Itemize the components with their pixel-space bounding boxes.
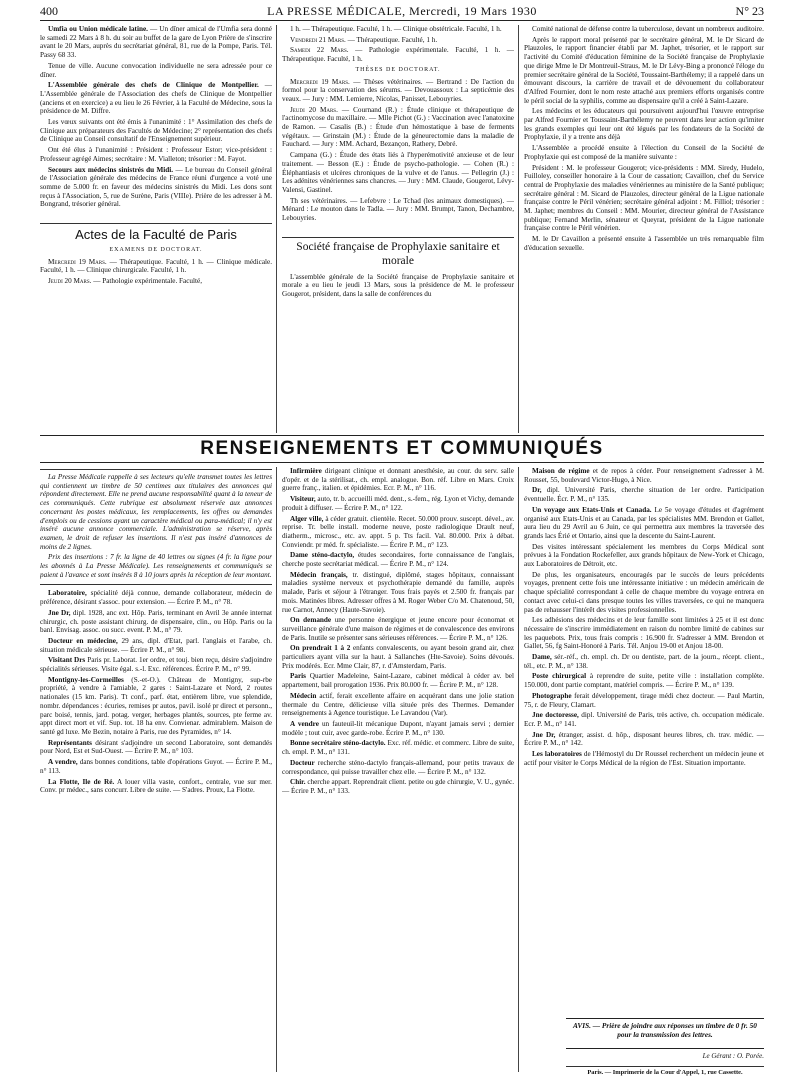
item-lead: A vendre, [48, 758, 78, 767]
classified-ad [282, 551, 514, 568]
section-rule [282, 237, 514, 238]
faculte-title: Actes de la Faculté de Paris [75, 227, 237, 243]
item-lead: Umfia ou Union médicale latine. [48, 25, 148, 33]
notice-text: La Presse Médicale rappelle à ses lecteurs qu'elle transmet toutes les lettres qui contiennent un timbre de 50 centimes aux titulaires des annonces qui répondent directement. Elle ne prend aucune responsabilité quant à la teneur de ces communiqués. Cette rubrique est absolument réservée aux annonces concernant les postes médicaux, les remplacements, les offres ou demandes d'emplois ou de cessions ayant un caractère médical ou para-médical; il n'y est inséré aucune annonce commerciale. L'administration se réserve, après examen, le droit de refuser les insertions. Il n'est pas inséré d'annonces de moins de 2 lignes. [40, 473, 272, 551]
item-lead: Jne doctoresse, [532, 711, 579, 720]
header-rule [40, 20, 764, 21]
bottom-column-3 [524, 467, 764, 1015]
classified-ad [282, 515, 514, 550]
renseignements-banner: RENSEIGNEMENTS ET COMMUNIQUÉS [200, 438, 604, 459]
classified-ad [40, 589, 272, 606]
top-column-1 [40, 25, 272, 435]
classified-ad [282, 778, 514, 795]
theses-list [282, 78, 514, 223]
item-text: Quartier Madeleine, Saint-Lazare, cabinet médical à céder av. bel appartement, bail prorogation 1936. Prix 80.000 fr. — Écrire P. M., n° 128. [282, 672, 514, 690]
column-divider [276, 467, 277, 1072]
item-text: — Thérapeutique. Faculté, 1 h. [345, 35, 438, 44]
item-lead: Jne Dr, [48, 608, 71, 617]
item-text: — Cournand (R.) : Étude clinique et thérapeutique de l'actinomycose du maxillaire. — Mlle Pichot (G.) : Vaccination avec l'anatoxine de Ramon. — Casalis (B.) : Étude d'un hémostatique à base de ferments végétaux. — Grinstain (M.) : Étude de la géneurectomie dans la maladie de Fauchard. — Jury : MM. Achard, Bezançon, Rathery, Debré. [282, 105, 514, 149]
item-text: dipl. 1928, anc ext. Hôp. Paris, terminant en Avril 3e année internat chirurgic, ch. poste assistant chirurg. de dispensaire, clin., ou Hôp. Paris ou la banl. Envisag. assoc. ou succ. event. P. M., n° 79. [40, 608, 272, 635]
classified-ad [40, 739, 272, 756]
printer-line: Paris. — Imprimerie de la Cour d'Appel, 1, rue Cassette. [566, 1066, 764, 1076]
item-text: 29 ans, dipl. d'Etat, parl. l'anglais et l'arabe, ch. situation médicale sérieuse. — Écrire P. M., n° 98. [40, 636, 272, 654]
item-text: dipl. Université de Paris, très active, ch. occupation médicale. Ecr. P. M., n° 141. [524, 711, 764, 728]
column-divider [518, 25, 519, 433]
classified-ad [40, 676, 272, 737]
item-lead: Dame sténo-dactylo, [290, 551, 355, 560]
classified-ad [40, 609, 272, 635]
date-label: Jeudi 20 Mars. [48, 277, 92, 286]
banner-rule-top [40, 435, 764, 436]
item-text: — Thèses vétérinaires. — Bertrand : De l'action du formol pour la conservation des sérums. — Devouassoux : La septicémie des veaux. — Jury : MM. Lemierre, Nicolas, Panisset, Lebouyries. [282, 77, 514, 103]
item-lead: Un voyage aux Etats-Unis et Canada. [532, 505, 652, 514]
item-text: Les vœux suivants ont été émis à l'unanimité : 1° Assimilation des chefs de Clinique aux préparateurs des Facultés de Médecine; 2° représentation des chefs de Clinique au Conseil consultatif de l'Enseignement supérieur. [40, 118, 272, 144]
report-paragraph: Après le rapport moral présenté par le secrétaire général, M. le Dr Sicard de Plauzoles, le rapport financier établi par M. Japhet, trésorier, et le rapport sur l'activité du Comité d'éducation féminine de la Société française de Prophylaxie que dirige Mme le Dr Montreuil-Straus, M. le Dr Lévy-Bing a prononcé l'éloge du premier secrétaire général de la Société, Toussaint-Barthélemy; il a rappelé dans un émouvant discours, la carrière de travail et de dévouement du collaborateur d'Alfred Fournier, dont le nom reste attaché aux premiers efforts organisés contre le péril social de la syphilis, comme au dispensaire qu'il a créé à Saint-Lazare. [524, 35, 764, 105]
item-text: dipl. Université Paris, cherche situation de 1er ordre. Participation éventuelle. Écr. P. M., n° 135. [524, 486, 764, 504]
news-item [40, 81, 272, 116]
item-text: — Pathologie expérimentale. Faculté, [91, 277, 203, 286]
item-lead: Docteur [290, 758, 315, 767]
classified-ad [524, 672, 764, 689]
item-text: de l'Hémostyl du Dr Roussel recherchent un médecin jeune et actif pour visiter le Corps Médical de la région de l'Est. Situation importante. [524, 750, 764, 767]
item-lead: Représentants [48, 738, 92, 747]
date-label: Mercredi 19 Mars. [48, 257, 107, 266]
societe-paragraph: L'assemblée générale de la Société française de Prophylaxie sanitaire et morale a eu lieu le jeudi 13 Mars, sous la présidence de M. le professeur Gougerot, président, dans la salle de conférences du [282, 272, 514, 299]
item-text: Campana (G.) : Étude des états liés à l'hyperémotivité anxieuse et de leur traitement. — Besson (E.) : Étude de psycho-pathologie. — Cohen (R.) : Éléphantiasis et ulcères chroniques de la vulve et de l'anus. — Pellegrin (J.) : Les adénites vénériennes sans chancres. — Jury : MM. Claude, Gougerot, Lévy-Valensi, Gastinel. [282, 151, 514, 194]
page-header [40, 3, 764, 19]
these-entry [282, 151, 514, 195]
news-item [40, 166, 272, 210]
classified-ad [282, 759, 514, 776]
item-text: Exc. réf. médic. et commerc. Libre de suite, ch. empl. P. M., n° 131. [282, 739, 514, 757]
classified-ad [282, 616, 514, 642]
item-lead: On demande [290, 616, 332, 625]
item-text: Les adhésions des médecins et de leur famille sont limitées à 25 et il est donc nécessaire de s'inscrire immédiatement en raison du nombre limité de cabines sur les paquebots. Prix, tous frais compris : 16.900 fr. S'adresser à MM. Brendon et Gallet, 56, fg Saint-Honoré à Paris. Tél. Anjou 19-00 et Anjou 18-00. [524, 616, 764, 651]
item-text: 1 h. — Thérapeutique. Faculté, 1 h. — Clinique obstétricale. Faculté, 1 h. [290, 25, 502, 33]
classified-ad [524, 692, 764, 709]
item-lead: L'Assemblée générale des chefs de Clinique de Montpellier. [48, 81, 259, 90]
item-lead: Visitant Drs [48, 656, 86, 665]
exam-entry [282, 46, 514, 63]
classified-ad [40, 758, 272, 775]
classified-ad [282, 739, 514, 756]
item-lead: Médecin français, [290, 570, 348, 579]
item-lead: Infirmière [290, 467, 322, 475]
item-text: cherche appart. Reprendrait client. petite ou gde chirurgie, V. U., gynéc. — Écrire P. M., n° 133. [282, 778, 514, 795]
page-number: 400 [40, 4, 58, 18]
item-text: Le 5e voyage d'études et d'agrément organisé aux Etats-Unis et au Canada, par les spécialistes MM. Brendon et Gallet, aura lieu du 29 Avril au 6 Juin, ce qui permettra aux membres la traversée des grands lacs Érié et Ontario, ainsi que la descente du Saint-Laurent. [524, 505, 764, 540]
item-text: (S.-et-O.). Château de Montigny, sup-rbe propriété, à vendre à l'amiable, 2 gares : Saint-Lazare et Nord, 2 routes nationales (15 km. Paris). Tt conf., parf. état, entièrem libre, vue splendide, nombr. dépendances : écuries, remises pr autos, pavil. isolé pr direct et personn., parc boisé, tennis, jard. potag. verger, herbages plantés, sources, pte ferme av. appt direct mort et vif. Sup. tot. 18 ha env. Convienar. admirablem. Maison de santé gd luxe. Me Bezin, notaire à Paris, rue des Pyramides, n° 14. [40, 675, 272, 736]
item-text: Ont été élus à l'unanimité : Président : Professeur Estor; vice-président : Professeur agrégé Aimes; secrétaire : M. Vialleton; trésorier : M. Fayot. [40, 146, 272, 163]
societe-title: Société française de Prophylaxie sanitaire et morale [296, 240, 500, 267]
classified-ad [524, 506, 764, 541]
classified-ad [282, 571, 514, 615]
item-text: études secondaires, forte connaissance de l'anglais, cherche poste secrétariat médical. — Écrire P. M., n° 124. [282, 551, 514, 569]
top-column-2 [282, 25, 514, 435]
news-item [40, 118, 272, 144]
item-text: dans bonnes conditions, table d'opérations Guyot. — Écrire P. M., n° 113. [40, 758, 272, 775]
item-lead: Dr, [532, 486, 542, 495]
item-text: — L'Assemblée générale de l'Association des chefs de Clinique de Montpellier (anciens et en exercice) a eu lieu le 26 Février, à la Faculté de Médecine, sous la présidence de M. Diffre. [40, 81, 272, 116]
item-text: Th ses vétérinaires. — Lefebvre : Le Tchad (les animaux domestiques). — Ménard : Le mouton dans le Tadla. — Jury : MM. Brumpt, Tanon, Dechambre, Lebouyries. [282, 196, 514, 223]
exam-schedule [40, 258, 272, 286]
item-text: — Pathologie expérimentale. Faculté, 1 h. — Thérapeutique. Faculté, 1 h. [282, 46, 514, 64]
classified-ad [524, 571, 764, 615]
item-lead: Médecin [290, 691, 317, 700]
item-lead: Photographe [532, 691, 572, 700]
classified-ads [282, 467, 514, 796]
item-text: Des visites intéressant spécialement les membres du Corps Médical sont prévues à la Fondation Rockefeller, aux grands hôpitaux de New-York et Chicago, aux Laboratoires de Détroit, etc. [524, 542, 764, 569]
item-text: De plus, les organisateurs, encouragés par le succès de leurs précédents voyages, prennent cette fois une intéressante initiative : un médecin américain de chaque spécialité correspondant à celle de chaque membre du voyage entrera en contact avec celui-ci dans presque toutes les villes traversées, ce qui ne manquera pas de rehausser l'intérêt des visites professionnelles. [524, 570, 764, 614]
classified-ad [524, 711, 764, 728]
exam-entry [40, 277, 272, 286]
section-rule [40, 223, 272, 224]
item-text: un fauteuil-lit mécanique Dupont, n'ayant jamais servi ; dernier modèle ; tout cuir, avec garde-robe. Écrire P. M., n° 130. [282, 719, 514, 737]
banner-rule-bottom [40, 462, 764, 463]
notice-prices: Prix des insertions : 7 fr. la ligne de 40 lettres ou signes (4 fr. la ligne pour les abonnés à La Presse Médicale). Les renseignements et communiqués se paient à l'avance et sont insérés 8 à 10 jours après la réception de leur montant. [40, 553, 272, 579]
item-text: Paris pr. Laborat. 1er ordre, et touj. bien reçu, désire s'adjoindre spécialités sérieuses. Visite égal. s.-l. Exc. références. Écrire P. M., n° 99. [40, 656, 272, 674]
item-lead: La Flotte, Ile de Ré. [48, 777, 115, 786]
classified-ad [282, 495, 514, 512]
item-lead: Poste chirurgical [532, 672, 587, 681]
avis-rule [566, 1018, 764, 1019]
date-label: Vendredi 21 Mars. [290, 35, 346, 44]
item-text: recherche sténo-dactylo français-allemand, pour petits travaux de correspondance, qui puisse travailler chez elle. — Écrire P. M., n° 132. [282, 758, 514, 776]
item-text: désirant s'adjoindre un second Laboratoire, sont demandés pour Nord, Est et Sud-Ouest. — Écrire P. M., n° 103. [40, 738, 272, 756]
item-text: une personne énergique et jeune encore pour économat et surveillance générale d'une maison de régimes et de convalescence des environs de Paris. Inutile se présenter sans sérieuses références. — Écrire P. M., n° 126. [282, 616, 514, 642]
item-text: spécialité déjà connue, demande collaborateur, médecin de préférence, désirant s'assoc. pour extension. — Écrire P. M., n° 78. [40, 589, 272, 607]
item-lead: Montigny-les-Cormeilles [48, 675, 124, 684]
item-lead: Alger ville, [290, 514, 324, 523]
item-text: A louer villa vaste, confort., centrale, vue sur mer. Conv. pr médec., sans concurr. Libre de suite. — S'adres. Proux, La Flotte. [40, 777, 272, 795]
date-label: Mercredi 19 Mars. [290, 77, 350, 86]
item-lead: Les laboratoires [532, 750, 582, 759]
news-items [40, 25, 272, 209]
classified-ad [524, 750, 764, 767]
bottom-column-1 [40, 467, 272, 1077]
classified-ad [524, 731, 764, 748]
item-text: — Un dîner amical de l'Umfia sera donné le samedi 22 Mars à 8 h. du soir au buffet de la gare de Lyon Prière de s'inscrire avant le 20 Mars, auprès du secrétariat général, 81, rue de la Pompe, Paris. Tél. Passy 68 33. [40, 25, 272, 60]
newspaper-title: LA PRESSE MÉDICALE, Mercredi, 19 Mars 1930 [267, 4, 537, 18]
gerant-signature: Le Gérant : O. Porée. [702, 1052, 764, 1060]
classified-ad [524, 616, 764, 651]
theses-heading: THÈSES DE DOCTORAT. [355, 66, 441, 73]
item-text: enfants convalescents, ou ayant besoin grand air, chez particuliers ayant villa sur la haut. à Sallanches (Hte-Savoie). Soins dévoués. Prix modérés. Ecr. Mme Clair, 87, r. d'Amsterdam, Paris. [282, 644, 514, 670]
these-entry [282, 106, 514, 150]
classified-ad [282, 672, 514, 689]
news-item [40, 146, 272, 163]
classified-ad [40, 637, 272, 654]
report-paragraph: Les médecins et les éducateurs qui poursuivent aujourd'hui l'œuvre entreprise par Alfred Fournier et Toussaint-Barthélemy ne peuvent dans leur action qu'imiter les grands exemples qui leur ont été légués par les fondateurs de la Société de Prophylaxie, il y a trente ans déjà [524, 107, 764, 142]
item-lead: Jne Dr, [532, 730, 556, 739]
item-text: et de repos à céder. Pour renseignement s'adresser à M. Rousset, 55, boulevard Victor-Hugo, à Nice. [524, 467, 764, 484]
classified-ad [524, 653, 764, 670]
news-item [40, 62, 272, 79]
classified-ads [40, 589, 272, 794]
item-text: dirigeant clinique et donnant anesthésie, au cour. du serv. salle d'opér. et de la stérilisat., ch. empl. analogue. Bon. réf. Libre en Mars. Croix guerre franç., italien. et épidémies. Ecr. P. M., n° 116. [282, 467, 514, 493]
avis-rule [566, 1048, 764, 1049]
classified-ad [282, 467, 514, 493]
classified-ad [524, 486, 764, 503]
item-lead: Paris [290, 672, 306, 681]
examens-heading: EXAMENS DE DOCTORAT. [109, 247, 203, 254]
advertising-notice [40, 469, 272, 585]
report-paragraph: M. le Dr Cavaillon a présenté ensuite à l'assemblée un très remarquable film d'éducation sexuelle. [524, 235, 764, 252]
these-entry [282, 78, 514, 104]
item-text: à reprendre de suite, petite ville : installation complète. 150.000, dont partie comptant, matériel compris. — Écrire P. M., n° 139. [524, 672, 764, 690]
item-lead: Visiteur, [290, 495, 316, 504]
column-divider [276, 25, 277, 433]
these-entry [282, 197, 514, 223]
bottom-column-2 [282, 467, 514, 1077]
report-paragraph: Président : M. le professeur Gougerot; vice-présidents : MM. Siredy, Hudelo, Fuilloley, conseiller honoraire à la Cour de cassation; Cavaillon, chef du Service central de Prophylaxie des maladies vénériennes au ministère de la Santé publique; secrétaire général : M. Sicard de Plauzoles, directeur général de la Ligue nationale française contre le Péril vénérien; secrétaire général adjoint : M. Filliol; trésorier : M. Japhet; membres du Conseil : MM. Mourier, directeur général de l'Assistance publique; Fernand Merlin, sénateur et Queyrat, président de la Ligue nationale française contre le Péril vénérien. [524, 163, 764, 233]
date-label: Jeudi 20 Mars. [290, 105, 338, 114]
item-text: étranger, assist. d. hôp., disposant heures libres, ch. trav. médic. — Écrire P. M., n° 142. [524, 730, 764, 748]
classified-ad [282, 720, 514, 737]
classified-ad [40, 778, 272, 795]
exam-entry [40, 258, 272, 275]
issue-number: N° 23 [735, 4, 764, 18]
item-text: — Thérapeutique. Faculté, 1 h. — Clinique médicale. Faculté, 1 h. — Clinique chirurgicale. Faculté, 1 h. [40, 257, 272, 275]
item-lead: Chir. [290, 778, 306, 787]
classified-ads [524, 467, 764, 768]
item-text: actif, ferait excellente affaire en acquérant dans une jolie station thermale du Centre, délicieuse villa située près des Thermes. Demander renseignements à Agence touristique. Le Lavandou (Var). [282, 691, 514, 718]
item-lead: Bonne secrétaire sténo-dactylo. [290, 739, 386, 748]
item-lead: Secours aux médecins sinistrés du Midi. [48, 165, 174, 174]
item-lead: Laboratoire, [48, 589, 87, 598]
item-text: auto, tr. b. accueilli méd. dent., s.-fem., rég. Lyon et Vichy, demande produit à diffuser. — Écrire P. M., n° 122. [282, 495, 514, 512]
item-text: à céder gratuit. clientèle. Recet. 50.000 prouv. suscept. dével., av. reprise. Tr. belle install. moderne neuve, poste radiologique Drault neuf, diatherm., microsc., etc. av. appt. 5 p. Tts facil. Val. 80.000. Prix à débat. Conviendr. pr méd. fr. spécialiste. — Écrire P. M., n° 123. [282, 514, 514, 549]
classified-ad [40, 656, 272, 673]
item-text: — Le bureau du Conseil général de l'Association générale des médecins de France réuni d'urgence a voté une somme de 5.000 fr. en faveur des médecins sinistrés du Midi. Les dons sont reçus à l'Association, 5, rue de Surène, Paris (VIIIe). Prière de les adresser à M. Bongrand, trésorier général. [40, 165, 272, 209]
avis-notice: AVIS. — Prière de joindre aux réponses un timbre de 0 fr. 50 pour la transmission des lettres. [573, 1021, 757, 1039]
item-lead: On prendrait 1 à 2 [290, 644, 351, 653]
item-text: Tenue de ville. Aucune convocation individuelle ne sera adressée pour ce dîner. [40, 61, 272, 79]
exam-entry [282, 36, 514, 45]
classified-ad [524, 467, 764, 484]
item-lead: Docteur en médecine, [48, 636, 118, 645]
item-lead: Maison de régime [532, 467, 590, 475]
item-text: tr. distingué, diplômé, stages hôpitaux, connaissant maladies système nerveux et psychothérapie demandé du famille, auprès malade, Paris et séjour à l'étranger. Tous frais payés et 2.500 fr. français par mois. Matinées libres. Adresser offres à M. Roger Weber C/o M. Chatenoud, 50, rue Carnot, Annecy (Haute-Savoie). [282, 570, 514, 614]
date-label: Samedi 22 Mars. [290, 46, 349, 55]
item-lead: Dame, [532, 653, 552, 662]
report-paragraph: L'Assemblée a procédé ensuite à l'élection du Conseil de la Société de Prophylaxie qui est composé de la manière suivante : [524, 144, 764, 161]
classified-ad [524, 543, 764, 569]
item-lead: A vendre [290, 719, 319, 728]
news-item [40, 25, 272, 60]
exam-schedule-continued [282, 25, 514, 64]
item-text: ferait développement, tirage médi chez docteur. — Paul Martin, 75, r. de Fleury, Clamart. [524, 691, 764, 709]
top-column-3 [524, 25, 764, 435]
societe-report [524, 25, 764, 253]
exam-entry [282, 25, 514, 34]
column-divider [518, 467, 519, 1072]
item-text: sér.-réf., ch. empl. ch. Dr ou dentiste, part. de la journ., récept. client., tél., etc. P. M., n° 138. [524, 653, 764, 670]
classified-ad [282, 644, 514, 670]
classified-ad [282, 692, 514, 718]
report-paragraph: Comité national de défense contre la tuberculose, devant un nombreux auditoire. [532, 25, 764, 33]
